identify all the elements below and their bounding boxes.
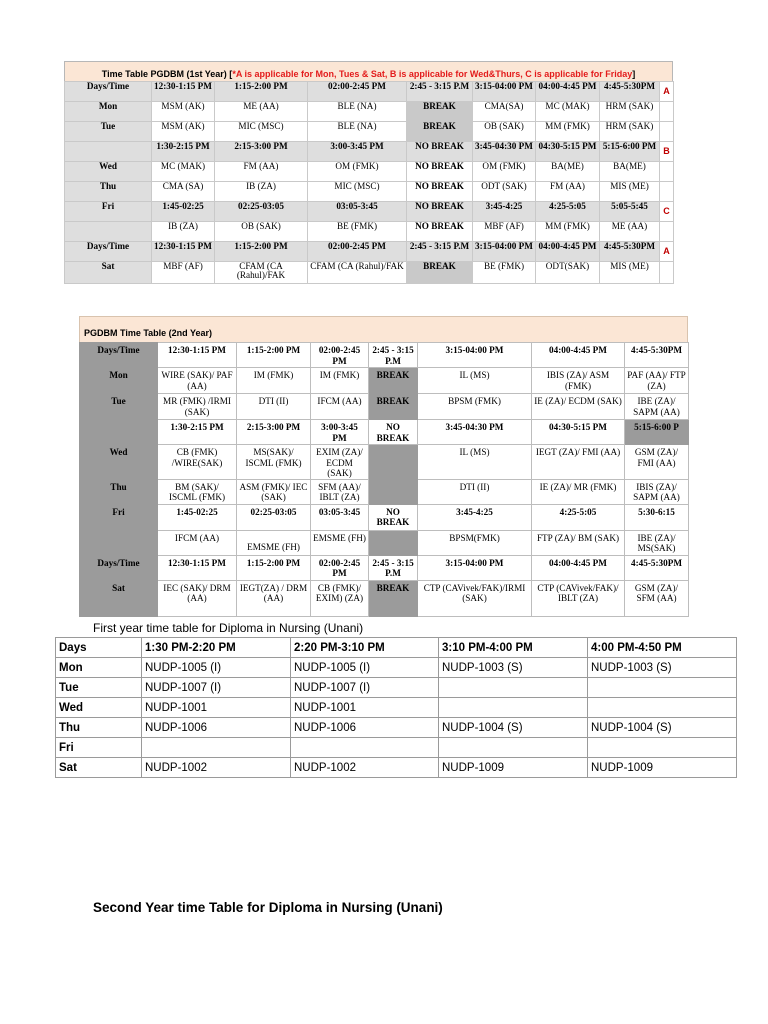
day-cell (65, 142, 152, 162)
nursing-first-year-caption: First year time table for Diploma in Nursing (Unani) (93, 621, 364, 635)
day-cell: Tue (56, 678, 142, 698)
table-cell: 02:00-2:45 PM (311, 555, 369, 580)
table-cell: IBIS (ZA)/ ASM (FMK) (532, 368, 625, 394)
table-cell: OB (SAK) (215, 222, 308, 242)
table-cell: 3:15-04:00 PM (473, 242, 536, 262)
table-cell: CTP (CAVivek/FAK)/IRMI (SAK) (418, 580, 532, 616)
table-cell: 1:30-2:15 PM (152, 142, 215, 162)
day-cell: Days/Time (65, 82, 152, 102)
day-cell: Thu (80, 479, 158, 504)
table2-grid (79, 342, 689, 617)
table-cell: BE (FMK) (473, 262, 536, 284)
table-row (56, 698, 737, 718)
table-cell: IE (ZA)/ ECDM (SAK) (532, 394, 625, 420)
table-cell (439, 738, 588, 758)
table-cell (291, 738, 439, 758)
table-cell: MIS (ME) (600, 262, 660, 284)
table-cell: 2:45 - 3:15 P.M (407, 242, 473, 262)
table-row (80, 394, 689, 420)
table-cell: BREAK (407, 122, 473, 142)
table-cell: IE (ZA)/ MR (FMK) (532, 479, 625, 504)
table2-title: PGDBM Time Table (2nd Year) (79, 316, 688, 342)
table-cell: NO BREAK (407, 222, 473, 242)
day-cell: Sat (56, 758, 142, 778)
table-cell: IM (FMK) (311, 368, 369, 394)
day-cell: Mon (80, 368, 158, 394)
table-cell: IEC (SAK)/ DRM (AA) (158, 580, 237, 616)
table-cell: NUDP-1002 (291, 758, 439, 778)
table-row (65, 242, 674, 262)
table-row (65, 182, 674, 202)
table-cell: 2:20 PM-3:10 PM (291, 638, 439, 658)
table-cell: ME (AA) (215, 102, 308, 122)
table-cell: 04:00-4:45 PM (536, 242, 600, 262)
table-cell: BREAK (369, 580, 418, 616)
table-cell: HRM (SAK) (600, 122, 660, 142)
table1-title: Time Table PGDBM (1st Year) [*A is applicable for Mon, Tues & Sat, B is applicable for Wed&Thurs, C is applicable for Friday] (64, 61, 673, 81)
table-cell: 1:30 PM-2:20 PM (142, 638, 291, 658)
table-cell: FM (AA) (215, 162, 308, 182)
table-cell: 02:25-03:05 (237, 504, 311, 530)
table-cell: MR (FMK) /IRMI (SAK) (158, 394, 237, 420)
table-cell: CFAM (CA (Rahul)/FAK (215, 262, 308, 284)
table-cell: 3:10 PM-4:00 PM (439, 638, 588, 658)
table-cell: 5:05-5:45 (600, 202, 660, 222)
table-cell: NUDP-1005 (I) (142, 658, 291, 678)
table-cell (660, 262, 674, 284)
table-cell: 2:45 - 3:15 P.M (369, 555, 418, 580)
day-cell: Days/Time (80, 555, 158, 580)
table-cell: BE (FMK) (308, 222, 407, 242)
table-row (80, 555, 689, 580)
table-cell: NO BREAK (369, 420, 418, 445)
table-cell: NUDP-1003 (S) (439, 658, 588, 678)
table-cell: 04:30-5:15 PM (532, 420, 625, 445)
table-cell: 02:00-2:45 PM (308, 82, 407, 102)
table-cell: 3:15-04:00 PM (473, 82, 536, 102)
table-cell: 3:15-04:00 PM (418, 343, 532, 368)
table-cell: GSM (ZA)/ SFM (AA) (625, 580, 689, 616)
table-cell: CMA(SA) (473, 102, 536, 122)
table-cell: BREAK (407, 262, 473, 284)
table-cell: 04:00-4:45 PM (532, 343, 625, 368)
table-cell: EXIM (ZA)/ ECDM (SAK) (311, 445, 369, 480)
table-cell: WIRE (SAK)/ PAF (AA) (158, 368, 237, 394)
table-cell: IBE (ZA)/ SAPM (AA) (625, 394, 689, 420)
day-cell: Sat (65, 262, 152, 284)
table-cell (588, 698, 737, 718)
table-cell: CMA (SA) (152, 182, 215, 202)
table-cell: 03:05-3:45 (308, 202, 407, 222)
table-cell: NUDP-1009 (439, 758, 588, 778)
table-cell: ME (AA) (600, 222, 660, 242)
table-cell: MC (MAK) (536, 102, 600, 122)
table-cell: ODT(SAK) (536, 262, 600, 284)
table-cell: 02:00-2:45 PM (311, 343, 369, 368)
table-cell: 04:00-4:45 PM (536, 82, 600, 102)
table-cell: 4:45-5:30PM (625, 555, 689, 580)
table-cell: ODT (SAK) (473, 182, 536, 202)
table-cell: NUDP-1009 (588, 758, 737, 778)
table-cell: 5:30-6:15 (625, 504, 689, 530)
table-cell: IFCM (AA) (311, 394, 369, 420)
table-cell: 3:45-04:30 PM (418, 420, 532, 445)
table-cell: 4:45-5:30PM (600, 242, 660, 262)
table-cell: BLE (NA) (308, 102, 407, 122)
table-cell: BREAK (407, 102, 473, 122)
table-cell: BREAK (369, 394, 418, 420)
table-cell: CTP (CAVivek/FAK)/ IBLT (ZA) (532, 580, 625, 616)
table-cell: 1:15-2:00 PM (215, 82, 308, 102)
table-cell: 04:00-4:45 PM (532, 555, 625, 580)
table-cell: CFAM (CA (Rahul)/FAK (308, 262, 407, 284)
table-row (80, 445, 689, 480)
table-cell: 1:45-02:25 (152, 202, 215, 222)
table-cell: EMSME (FH) (311, 530, 369, 555)
table-cell: FM (AA) (536, 182, 600, 202)
table-cell: 3:15-04:00 PM (418, 555, 532, 580)
schedule-tag: B (660, 142, 674, 162)
table-cell: 3:45-4:25 (473, 202, 536, 222)
day-cell: Days/Time (65, 242, 152, 262)
table-row (65, 82, 674, 102)
table-cell: 02:25-03:05 (215, 202, 308, 222)
table-cell (142, 738, 291, 758)
table-cell: 04:30-5:15 PM (536, 142, 600, 162)
table-cell: 3:45-04:30 PM (473, 142, 536, 162)
table-cell: CB (FMK)/ EXIM) (ZA) (311, 580, 369, 616)
table-cell: 4:25-5:05 (532, 504, 625, 530)
table-cell: NUDP-1003 (S) (588, 658, 737, 678)
table-row (80, 420, 689, 445)
schedule-tag: A (660, 242, 674, 262)
table-cell: IBIS (ZA)/ SAPM (AA) (625, 479, 689, 504)
table-cell: IM (FMK) (237, 368, 311, 394)
table-cell: 4:45-5:30PM (625, 343, 689, 368)
table-cell: MM (FMK) (536, 122, 600, 142)
table-cell: MS(SAK)/ ISCML (FMK) (237, 445, 311, 480)
table-cell: NUDP-1005 (I) (291, 658, 439, 678)
table-cell: 5:15-6:00 P (625, 420, 689, 445)
table-cell: MSM (AK) (152, 122, 215, 142)
table-cell: IEGT(ZA) / DRM (AA) (237, 580, 311, 616)
day-cell: Tue (65, 122, 152, 142)
table-cell: 4:25-5:05 (536, 202, 600, 222)
table-cell: IBE (ZA)/ MS(SAK) (625, 530, 689, 555)
day-cell: Sat (80, 580, 158, 616)
table-cell (439, 698, 588, 718)
table-cell: NUDP-1007 (I) (291, 678, 439, 698)
table-row (80, 580, 689, 616)
table-cell: 5:15-6:00 PM (600, 142, 660, 162)
table-row (80, 530, 689, 555)
table-cell: 3:00-3:45 PM (308, 142, 407, 162)
table-cell (660, 182, 674, 202)
day-cell (65, 222, 152, 242)
table-cell: BA(ME) (536, 162, 600, 182)
day-cell: Thu (56, 718, 142, 738)
table-cell: 3:00-3:45 PM (311, 420, 369, 445)
table-cell: 2:45 - 3:15 P.M (407, 82, 473, 102)
table-cell: NO BREAK (407, 182, 473, 202)
table-row (65, 102, 674, 122)
table-cell: NUDP-1007 (I) (142, 678, 291, 698)
table-cell (660, 162, 674, 182)
table-cell: MC (MAK) (152, 162, 215, 182)
table-cell (369, 479, 418, 504)
table-cell: 12:30-1:15 PM (152, 242, 215, 262)
table-row (56, 758, 737, 778)
day-cell: Wed (56, 698, 142, 718)
table-row (65, 162, 674, 182)
table-cell: NO BREAK (407, 202, 473, 222)
table-cell: OM (FMK) (473, 162, 536, 182)
table-cell: BA(ME) (600, 162, 660, 182)
table-row (56, 638, 737, 658)
day-cell: Days (56, 638, 142, 658)
table-cell: GSM (ZA)/ FMI (AA) (625, 445, 689, 480)
table-cell: MIC (MSC) (308, 182, 407, 202)
day-cell: Wed (80, 445, 158, 480)
table-row (80, 504, 689, 530)
day-cell: Mon (56, 658, 142, 678)
table-row (56, 738, 737, 758)
table-cell: MBF (AF) (473, 222, 536, 242)
table-cell: 03:05-3:45 (311, 504, 369, 530)
table-cell (660, 222, 674, 242)
table-cell: 12:30-1:15 PM (158, 343, 237, 368)
table-cell: OM (FMK) (308, 162, 407, 182)
table1-grid (64, 81, 674, 284)
table-row (56, 678, 737, 698)
table-cell: DTI (II) (237, 394, 311, 420)
table-cell: 4:45-5:30PM (600, 82, 660, 102)
pgdbm-1st-year-timetable (64, 61, 673, 284)
table-cell: NUDP-1001 (291, 698, 439, 718)
day-cell: Thu (65, 182, 152, 202)
day-cell: Days/Time (80, 343, 158, 368)
table-cell (588, 738, 737, 758)
table-cell: IB (ZA) (215, 182, 308, 202)
nursing-second-year-caption: Second Year time Table for Diploma in Nursing (Unani) (93, 900, 443, 915)
table-cell: NO BREAK (407, 142, 473, 162)
table-cell: CB (FMK) /WIRE(SAK) (158, 445, 237, 480)
table-cell: 1:15-2:00 PM (237, 343, 311, 368)
day-cell: Mon (65, 102, 152, 122)
table-cell: IEGT (ZA)/ FMI (AA) (532, 445, 625, 480)
table-cell: MSM (AK) (152, 102, 215, 122)
table-cell: 2:15-3:00 PM (215, 142, 308, 162)
table-cell (369, 530, 418, 555)
table-cell: MIS (ME) (600, 182, 660, 202)
table-cell: NO BREAK (369, 504, 418, 530)
pgdbm-2nd-year-timetable (79, 316, 688, 617)
table-cell: EMSME (FH) (237, 530, 311, 555)
table1-title-note: *A is applicable for Mon, Tues & Sat, B is applicable for Wed&Thurs, C is applicable for Friday (232, 69, 633, 79)
table-cell: 3:45-4:25 (418, 504, 532, 530)
table-cell: PAF (AA)/ FTP (ZA) (625, 368, 689, 394)
table-cell: NUDP-1001 (142, 698, 291, 718)
table-cell: BM (SAK)/ ISCML (FMK) (158, 479, 237, 504)
table-row (80, 343, 689, 368)
table-cell: NUDP-1004 (S) (588, 718, 737, 738)
table-cell: 1:45-02:25 (158, 504, 237, 530)
table-cell (369, 445, 418, 480)
table-cell: NUDP-1006 (142, 718, 291, 738)
table-cell: BPSM(FMK) (418, 530, 532, 555)
table-cell: 12:30-1:15 PM (158, 555, 237, 580)
table-row (65, 262, 674, 284)
table-cell (439, 678, 588, 698)
table-cell (588, 678, 737, 698)
day-cell: Fri (56, 738, 142, 758)
table-cell: OB (SAK) (473, 122, 536, 142)
schedule-tag: C (660, 202, 674, 222)
day-cell: Tue (80, 394, 158, 420)
table-cell: 1:15-2:00 PM (215, 242, 308, 262)
table-cell: 2:45 - 3:15 P.M (369, 343, 418, 368)
table-row (65, 142, 674, 162)
table-cell: NUDP-1004 (S) (439, 718, 588, 738)
table-cell: IFCM (AA) (158, 530, 237, 555)
table-cell: DTI (II) (418, 479, 532, 504)
day-cell: Fri (80, 504, 158, 530)
table-cell: 4:00 PM-4:50 PM (588, 638, 737, 658)
table-row (56, 658, 737, 678)
table-cell: FTP (ZA)/ BM (SAK) (532, 530, 625, 555)
table-cell: 1:30-2:15 PM (158, 420, 237, 445)
table-cell: BLE (NA) (308, 122, 407, 142)
nursing-first-year-timetable (55, 637, 737, 778)
table-cell: SFM (AA)/ IBLT (ZA) (311, 479, 369, 504)
table-cell: 12:30-1:15 PM (152, 82, 215, 102)
table-row (65, 122, 674, 142)
table-row (56, 718, 737, 738)
day-cell: Fri (65, 202, 152, 222)
day-cell (80, 420, 158, 445)
table-cell (660, 122, 674, 142)
table-cell: IB (ZA) (152, 222, 215, 242)
table-cell: IL (MS) (418, 368, 532, 394)
table-cell: MBF (AF) (152, 262, 215, 284)
table-row (80, 479, 689, 504)
table-cell (660, 102, 674, 122)
table-row (65, 202, 674, 222)
table-cell: MIC (MSC) (215, 122, 308, 142)
table-row (80, 368, 689, 394)
table-cell: BPSM (FMK) (418, 394, 532, 420)
table-cell: HRM (SAK) (600, 102, 660, 122)
table-cell: NUDP-1006 (291, 718, 439, 738)
table-cell: NUDP-1002 (142, 758, 291, 778)
table-cell: BREAK (369, 368, 418, 394)
day-cell: Wed (65, 162, 152, 182)
table-cell: 1:15-2:00 PM (237, 555, 311, 580)
table-cell: 02:00-2:45 PM (308, 242, 407, 262)
table-cell: MM (FMK) (536, 222, 600, 242)
table-cell: NO BREAK (407, 162, 473, 182)
table-row (65, 222, 674, 242)
day-cell (80, 530, 158, 555)
table-cell: IL (MS) (418, 445, 532, 480)
table-cell: 2:15-3:00 PM (237, 420, 311, 445)
table-cell: ASM (FMK)/ IEC (SAK) (237, 479, 311, 504)
schedule-tag: A (660, 82, 674, 102)
